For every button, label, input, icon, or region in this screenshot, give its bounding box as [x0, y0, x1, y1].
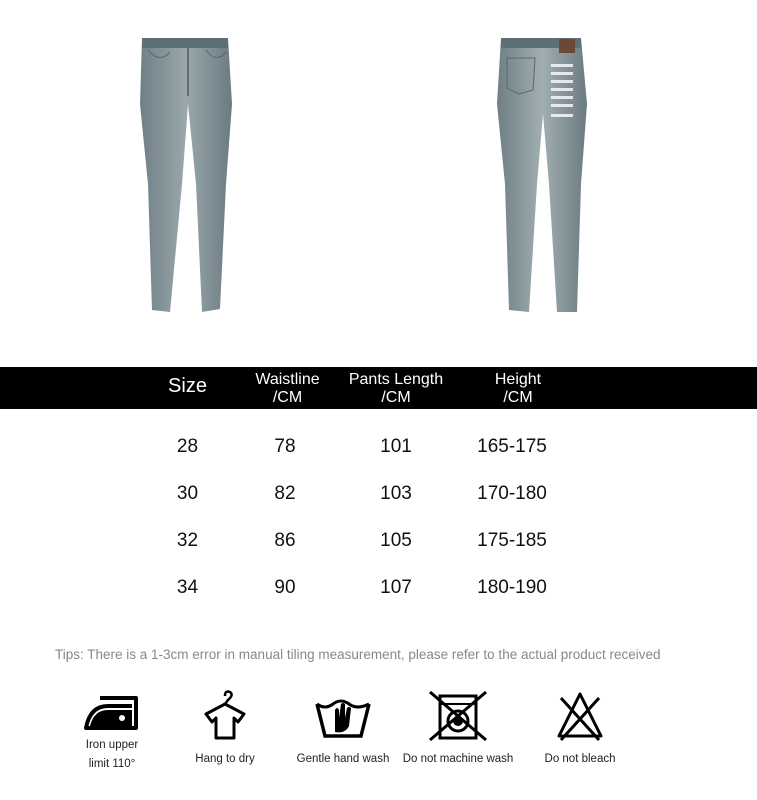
size-table-header [0, 367, 757, 409]
header-waistline-unit: /CM [272, 389, 303, 406]
care-label-line2: limit 110° [88, 758, 136, 770]
jeans-back-photo [495, 34, 591, 316]
care-label: Do not bleach [544, 753, 616, 765]
header-pants-length-label: Pants Length [348, 371, 444, 388]
header-height-unit: /CM [503, 389, 533, 406]
cell-waistline: 82 [274, 483, 296, 504]
cell-height: 180-190 [477, 577, 547, 598]
hanger-shirt-icon [200, 690, 250, 742]
care-item-hang [180, 690, 270, 769]
cell-pants-length: 101 [380, 436, 412, 457]
care-label-line1: Iron upper [85, 739, 139, 751]
measurement-tips: Tips: There is a 1-3cm error in manual tiling measurement, please refer to the actual product received [55, 647, 661, 662]
care-label: Do not machine wash [402, 753, 514, 765]
care-item-hand-wash [292, 690, 394, 769]
cell-waistline: 78 [274, 436, 296, 457]
cell-height: 170-180 [477, 483, 547, 504]
cell-pants-length: 105 [380, 530, 412, 551]
cell-size: 32 [176, 530, 199, 551]
cell-pants-length: 103 [380, 483, 412, 504]
cell-size: 34 [176, 577, 199, 598]
care-item-no-bleach [530, 690, 630, 769]
header-pants-length-unit: /CM [381, 389, 411, 406]
care-item-iron [68, 690, 156, 774]
no-bleach-icon [555, 690, 605, 742]
cell-height: 175-185 [477, 530, 547, 551]
care-label: Hang to dry [195, 753, 255, 765]
table-row [0, 576, 757, 600]
cell-height: 165-175 [477, 436, 547, 457]
hand-wash-icon [313, 690, 373, 742]
no-machine-wash-icon [428, 690, 488, 742]
table-row [0, 435, 757, 459]
header-height-label: Height [494, 371, 542, 388]
table-row [0, 482, 757, 506]
header-size: Size [168, 375, 207, 397]
cell-waistline: 86 [274, 530, 296, 551]
cell-size: 30 [176, 483, 199, 504]
cell-size: 28 [176, 436, 199, 457]
header-pants-length [336, 371, 456, 407]
cell-waistline: 90 [274, 577, 296, 598]
care-label: Gentle hand wash [296, 753, 390, 765]
header-height [458, 371, 578, 407]
header-waistline [240, 371, 335, 407]
header-waistline-label: Waistline [255, 371, 320, 388]
jeans-front-photo [140, 34, 240, 316]
table-row [0, 529, 757, 553]
cell-pants-length: 107 [380, 577, 412, 598]
iron-icon [82, 690, 142, 736]
care-item-no-machine-wash [398, 690, 518, 769]
